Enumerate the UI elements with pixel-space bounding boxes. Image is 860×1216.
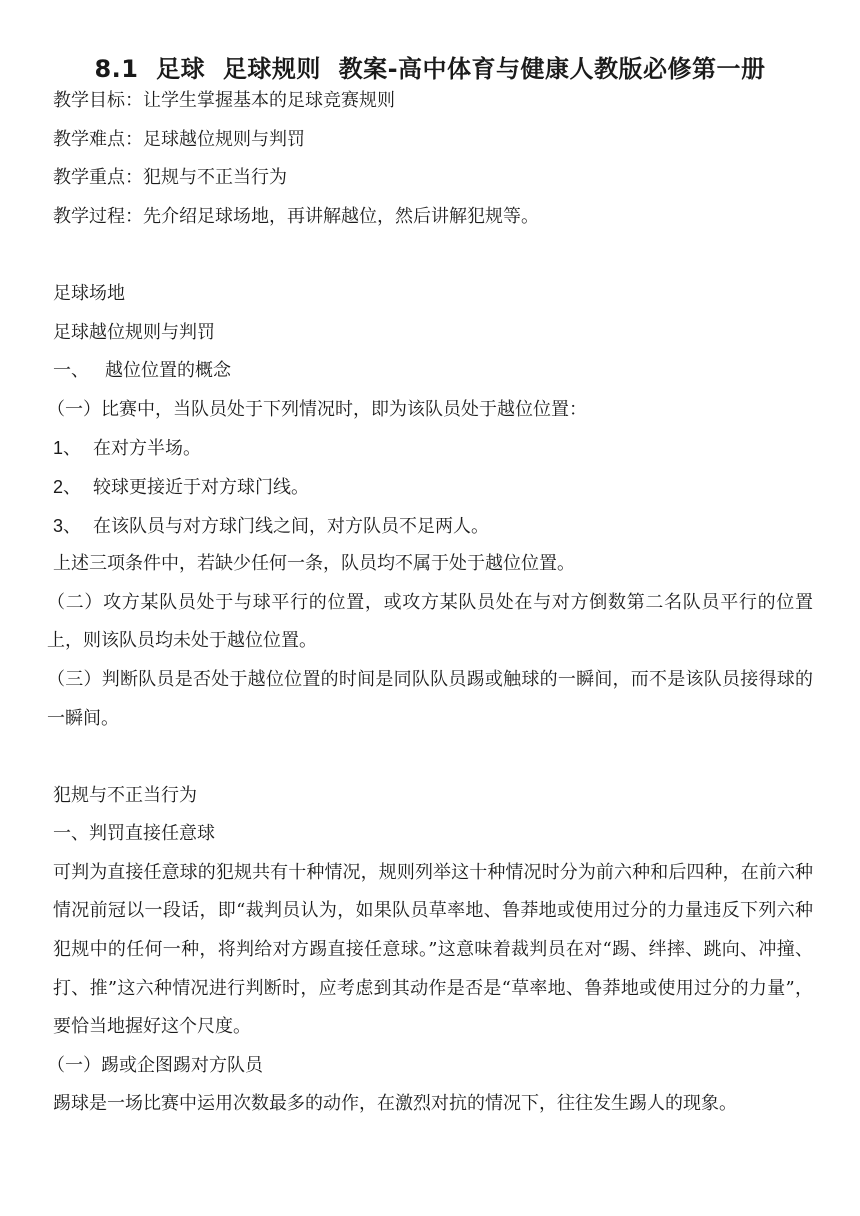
offside-paragraph-2: （二）攻方某队员处于与球平行的位置，或攻方某队员处在与对方倒数第二名队员平行的位置上，则该队员均未处于越位位置。 — [47, 591, 813, 652]
offside-condition-2 — [53, 468, 813, 507]
fouls-paragraph-2: 踢球是一场比赛中运用次数最多的动作，在激烈对抗的情况下，往往发生踢人的现象。 — [53, 1093, 737, 1115]
offside-summary: 上述三项条件中，若缺少任何一条，队员均不属于处于越位位置。 — [53, 553, 575, 575]
offside-condition-1 — [53, 429, 813, 468]
offside-paragraph-1: （一）比赛中，当队员处于下列情况时，即为该队员处于越位位置： — [47, 398, 587, 420]
offside-condition-3 — [53, 507, 813, 546]
condition-text: 在对方半场。 — [93, 438, 201, 460]
teaching-objective: 教学目标：让学生掌握基本的足球竞赛规则 — [53, 90, 395, 111]
section-heading-fouls: 犯规与不正当行为 — [53, 784, 197, 806]
condition-number: 3、 — [53, 515, 82, 536]
condition-text: 在该队员与对方球门线之间，对方队员不足两人。 — [93, 515, 489, 537]
document-title: 8.1 足球 足球规则 教案-高中体育与健康人教版必修第一册 — [94, 55, 766, 83]
offside-heading-number: 一、 — [53, 360, 89, 382]
blank-line — [53, 236, 813, 275]
teaching-difficulty: 教学难点：足球越位规则与判罚 — [53, 128, 305, 150]
document-body — [47, 82, 813, 1124]
blank-line — [53, 738, 813, 777]
condition-text: 较球更接近于对方球门线。 — [93, 476, 309, 498]
fouls-heading: 一、判罚直接任意球 — [53, 823, 215, 845]
condition-number: 1、 — [53, 438, 82, 459]
fouls-subheading-1: （一）踢或企图踢对方队员 — [47, 1054, 263, 1076]
condition-number: 2、 — [53, 476, 82, 497]
section-heading-field: 足球场地 — [53, 282, 125, 304]
offside-paragraph-3: （三）判断队员是否处于越位位置的时间是同队队员踢或触球的一瞬间，而不是该队员接得球的一瞬间。 — [47, 668, 813, 729]
offside-heading-text: 越位位置的概念 — [105, 360, 231, 382]
teaching-key-point: 教学重点：犯规与不正当行为 — [53, 167, 287, 189]
section-heading-offside: 足球越位规则与判罚 — [53, 321, 215, 343]
teaching-process: 教学过程：先介绍足球场地，再讲解越位，然后讲解犯规等。 — [53, 205, 539, 227]
fouls-paragraph-1: 可判为直接任意球的犯规共有十种情况，规则列举这十种情况时分为前六种和后四种，在前六种情况前冠以一段话，即“裁判员认为，如果队员草率地、鲁莽地或使用过分的力量违反下列六种犯规中的任何一种，将判给对方踢直接任意球。”这意味着裁判员在对“踢、绊摔、跳向、冲撞、打、推”这六种情况进行判断时，应考虑到其动作是否是“草率地、鲁莽地或使用过分的力量”，要恰当地握好这个尺度。 — [53, 861, 813, 1038]
offside-heading — [53, 352, 813, 391]
